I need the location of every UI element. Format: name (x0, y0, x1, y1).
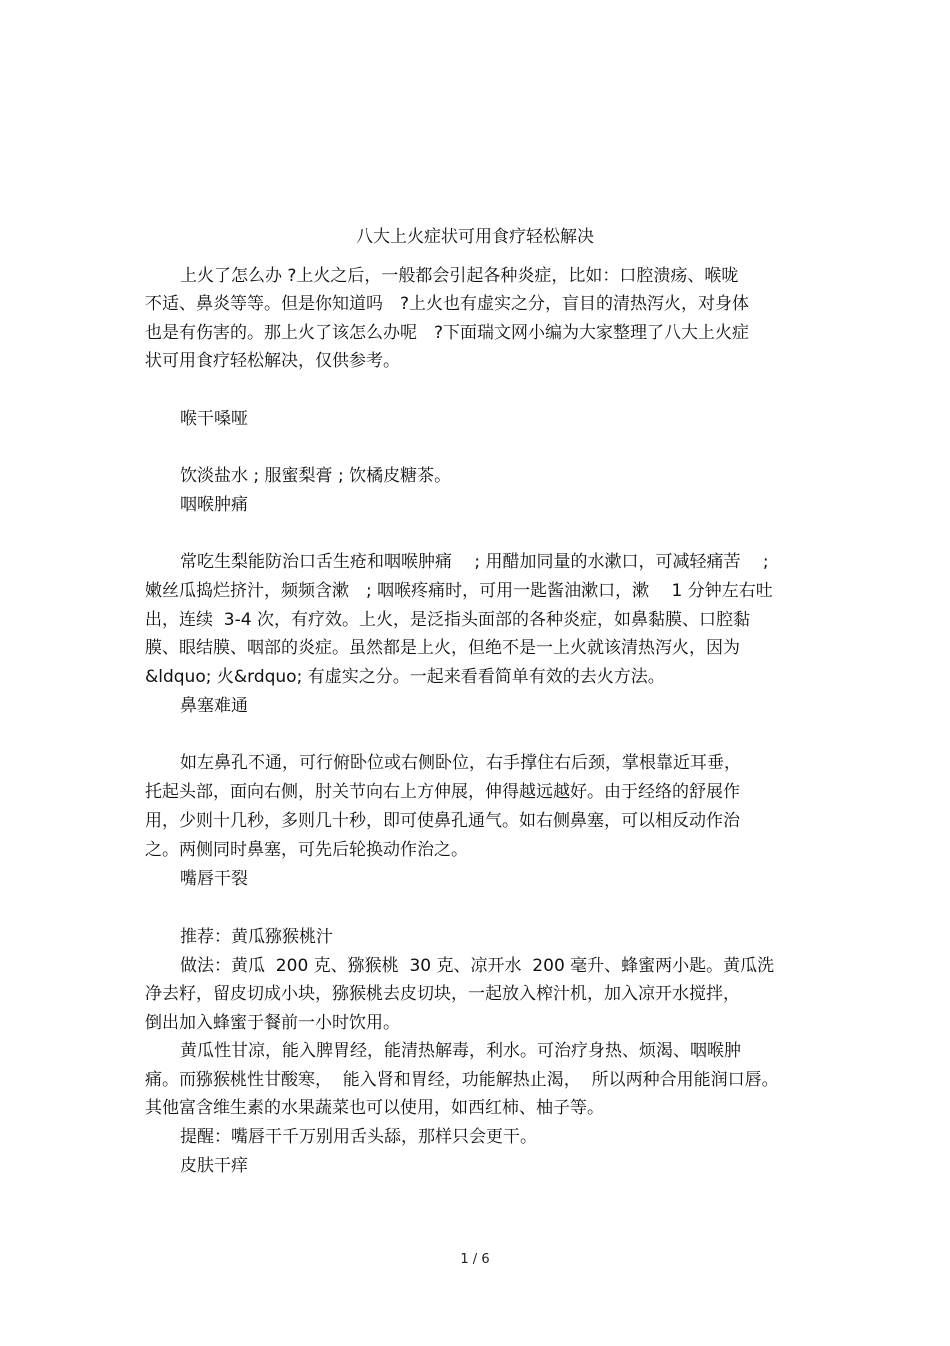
lips-note-line: 黄瓜性甘凉，能入脾胃经，能清热解毒，利水。可治疗身热、烦渴、咽喉肿 (180, 1041, 741, 1061)
nasal-line: 之。两侧同时鼻塞，可先后轮换动作治之。 (145, 840, 468, 860)
nasal-line: 托起头部，面向右侧，肘关节向右上方伸展，伸得越远越好。由于经络的舒展作 (145, 782, 740, 802)
lips-tip: 提醒：嘴唇干千万别用舌头舔，那样只会更干。 (180, 1127, 537, 1147)
section-heading-lips: 嘴唇干裂 (180, 869, 248, 889)
sore-throat-line: 嫩丝瓜捣烂挤汁，频频含漱 ; 咽喉疼痛时，可用一匙酱油漱口，漱 1 分钟左右吐 (145, 581, 773, 601)
intro-line: 不适、鼻炎等等。但是你知道吗 ?上火也有虚实之分，盲目的清热泻火，对身体 (145, 294, 750, 314)
sore-throat-line: 常吃生梨能防治口舌生疮和咽喉肿痛 ; 用醋加同量的水漱口，可减轻痛苦 ; (180, 552, 769, 572)
nasal-line: 用，少则十几秒，多则几十秒，即可使鼻孔通气。如右侧鼻塞，可以相反动作治 (145, 811, 740, 831)
lips-method-line: 倒出加入蜂蜜于餐前一小时饮用。 (145, 1013, 400, 1033)
nasal-line: 如左鼻孔不通，可行俯卧位或右侧卧位，右手撑住右后颈，掌根靠近耳垂， (180, 753, 741, 773)
section-heading-nasal: 鼻塞难通 (180, 696, 248, 716)
section-heading-throat-dry: 喉干嗓哑 (180, 409, 248, 429)
lips-note-line: 其他富含维生素的水果蔬菜也可以使用，如西红柿、柚子等。 (145, 1098, 604, 1118)
intro-line: 上火了怎么办 ?上火之后，一般都会引起各种炎症，比如：口腔溃疡、喉咙 (180, 266, 739, 286)
sore-throat-line: 膜、眼结膜、咽部的炎症。虽然都是上火，但绝不是一上火就该清热泻火，因为 (145, 638, 740, 658)
page-number: 1 / 6 (460, 1252, 490, 1267)
section-body-throat-dry: 饮淡盐水 ; 服蜜梨膏 ; 饮橘皮糖茶。 (180, 466, 452, 486)
section-heading-skin: 皮肤干痒 (180, 1156, 248, 1176)
document-title: 八大上火症状可用食疗轻松解决 (356, 227, 594, 247)
lips-recommend: 推荐：黄瓜猕猴桃汁 (180, 927, 333, 947)
lips-method-line: 净去籽，留皮切成小块，猕猴桃去皮切块，一起放入榨汁机，加入凉开水搅拌， (145, 984, 740, 1004)
intro-line: 状可用食疗轻松解决，仅供参考。 (145, 351, 400, 371)
lips-note-line: 痛。而猕猴桃性甘酸寒， 能入肾和胃经，功能解热止渴， 所以两种合用能润口唇。 (145, 1070, 779, 1090)
sore-throat-line: &ldquo; 火&rdquo; 有虚实之分。一起来看看简单有效的去火方法。 (145, 667, 665, 687)
intro-line: 也是有伤害的。那上火了该怎么办呢 ?下面瑞文网小编为大家整理了八大上火症 (145, 323, 750, 343)
lips-method-line: 做法：黄瓜 200 克、猕猴桃 30 克、凉开水 200 毫升、蜂蜜两小匙。黄瓜洗 (180, 956, 775, 976)
sore-throat-line: 出，连续 3-4 次，有疗效。上火，是泛指头面部的各种炎症，如鼻黏膜、口腔黏 (145, 610, 750, 630)
section-heading-sore-throat: 咽喉肿痛 (180, 495, 248, 515)
